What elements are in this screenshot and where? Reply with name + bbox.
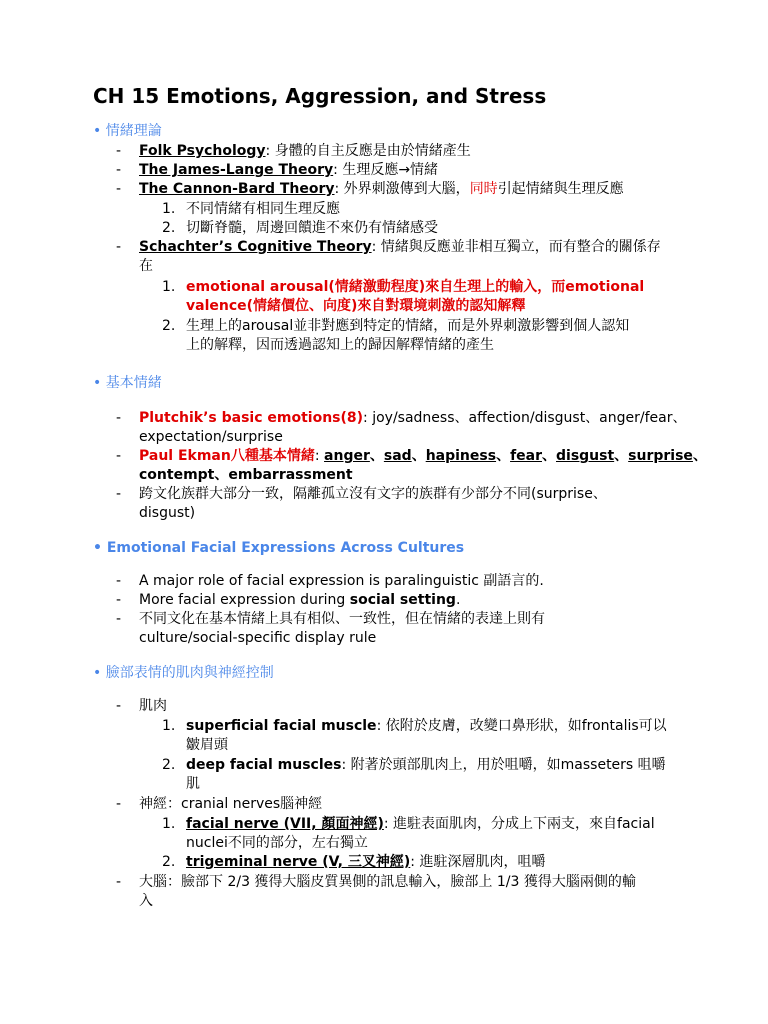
term-james-lange: The James-Lange Theory: [139, 162, 334, 178]
emotion-word: fear: [510, 448, 542, 464]
separator: 、: [692, 448, 707, 464]
desc-continued: 入: [139, 893, 153, 909]
sub-item-trigeminal: [186, 853, 545, 872]
highlight-text: 同時: [469, 181, 498, 197]
dash-marker: -: [116, 611, 122, 627]
section-heading-theories: [93, 122, 162, 141]
dash-marker: -: [116, 698, 122, 714]
desc-text: : joy/sadness、affection/disgust、anger/fear、: [363, 410, 687, 426]
dash-marker: -: [116, 410, 122, 426]
term-schachter: Schachter’s Cognitive Theory: [139, 239, 372, 255]
desc-text: 引起情緒與生理反應: [497, 181, 624, 197]
list-item-brain: 大腦：臉部下 2/3 獲得大腦皮質異側的訊息輸入，臉部上 1/3 獲得大腦兩側的輸: [139, 874, 636, 890]
item-number: 2.: [162, 757, 176, 773]
emotion-word: sad: [383, 448, 412, 464]
bullet: •: [93, 540, 102, 556]
sub-item-deep: [186, 756, 666, 775]
desc-continued: expectation/surprise: [139, 429, 283, 445]
item-number: 1.: [162, 816, 176, 832]
separator: 、: [542, 448, 556, 464]
emotion-word: disgust: [556, 448, 615, 464]
list-item-ekman: [139, 447, 707, 466]
term-trigeminal: trigeminal nerve (V, 三叉神經): [186, 854, 411, 870]
sub-item-arousal-cont: valence(情緒價位、向度)來自對環境刺激的認知解釋: [186, 298, 526, 314]
item-number: 1.: [162, 718, 176, 734]
dash-marker: -: [116, 162, 122, 178]
sub-item: 生理上的arousal並非對應到特定的情緒，而是外界刺激影響到個人認知: [186, 318, 630, 334]
list-item-cannon-bard: [139, 180, 624, 199]
list-item-muscle: 肌肉: [139, 698, 167, 714]
sub-item-arousal: emotional arousal(情緒激動程度)來自生理上的輸入，而emotional: [186, 279, 645, 295]
ekman-continued: contempt、embarrassment: [139, 467, 353, 483]
desc-continued: 皺眉頭: [186, 737, 228, 753]
list-item-plutchik: [139, 409, 687, 428]
item-number: 2.: [162, 318, 176, 334]
separator: 、: [411, 448, 426, 464]
desc-text: : 情緒與反應並非相互獨立，而有整合的關係存: [371, 239, 661, 255]
heading-text: 基本情緒: [105, 375, 162, 391]
heading-text: 臉部表情的肌肉與神經控制: [105, 665, 274, 681]
desc-text: : 依附於皮膚，改變口鼻形狀，如frontalis可以: [376, 718, 667, 734]
section-heading-basic-emotions: [93, 374, 162, 393]
desc-continued: culture/social-specific display rule: [139, 630, 377, 646]
bullet: •: [93, 665, 102, 681]
desc-continued: disgust): [139, 505, 196, 521]
list-item-cross-culture: 跨文化族群大部分一致，隔離孤立沒有文字的族群有少部分不同(surprise、: [139, 486, 607, 502]
emotion-word: hapiness: [425, 448, 497, 464]
list-item-paralinguistic: A major role of facial expression is paralinguistic 副語言的.: [139, 573, 544, 589]
dash-marker: -: [116, 448, 122, 464]
list-item-social-setting: [139, 591, 460, 610]
desc-continued: 肌: [186, 776, 200, 792]
desc-text: : 進駐表面肌肉，分成上下兩支，來自facial: [383, 816, 655, 832]
term-superficial: superficial facial muscle: [186, 718, 377, 734]
term-cannon-bard: The Cannon-Bard Theory: [139, 181, 335, 197]
desc-text: : 生理反應→情緒: [333, 162, 439, 178]
dash-marker: -: [116, 874, 122, 890]
dash-marker: -: [116, 181, 122, 197]
section-heading-muscle-nerve: [93, 664, 274, 683]
bullet: •: [93, 375, 102, 391]
desc-text: : 附著於頭部肌肉上，用於咀嚼，如masseters 咀嚼: [341, 757, 666, 773]
page-title: CH 15 Emotions, Aggression, and Stress: [93, 84, 547, 108]
item-number: 1.: [162, 201, 176, 217]
list-item-folk: [139, 142, 471, 161]
heading-text: Emotional Facial Expressions Across Cultures: [106, 540, 465, 556]
sub-item: 切斷脊髓，周邊回饋進不來仍有情緒感受: [186, 220, 438, 236]
desc-text: More facial expression during: [139, 592, 350, 608]
sub-item: 不同情緒有相同生理反應: [186, 201, 340, 217]
desc-text: : 身體的自主反應是由於情緒產生: [265, 143, 471, 159]
sub-item-cont: 上的解釋，因而透過認知上的歸因解釋情緒的產生: [186, 337, 494, 353]
separator: 、: [496, 448, 511, 464]
desc-continued: 在: [139, 258, 153, 274]
sub-item-facial-nerve: [186, 815, 655, 834]
term-plutchik: Plutchik’s basic emotions(8): [139, 410, 364, 426]
item-number: 1.: [162, 279, 176, 295]
list-item-nerve: 神經：cranial nerves腦神經: [139, 796, 323, 812]
term-deep: deep facial muscles: [186, 757, 342, 773]
term-ekman: Paul Ekman八種基本情緒: [139, 448, 315, 464]
term-folk-psychology: Folk Psychology: [139, 143, 266, 159]
desc-text: : 外界刺激傳到大腦，: [334, 181, 470, 197]
dash-marker: -: [116, 239, 122, 255]
emotion-word: anger: [324, 448, 370, 464]
item-number: 2.: [162, 220, 176, 236]
dash-marker: -: [116, 143, 122, 159]
sub-item-superficial: [186, 717, 667, 736]
item-number: 2.: [162, 854, 176, 870]
term-facial-nerve: facial nerve (VII, 顏面神經): [186, 816, 384, 832]
bullet: •: [93, 123, 102, 139]
desc-text: .: [455, 592, 461, 608]
desc-continued: nuclei不同的部分，左右獨立: [186, 835, 368, 851]
dash-marker: -: [116, 573, 122, 589]
list-item-james-lange: [139, 161, 438, 180]
bold-text: social setting: [349, 592, 456, 608]
list-item-schachter: [139, 238, 661, 257]
dash-marker: -: [116, 486, 122, 502]
desc-text: : 進駐深層肌肉，咀嚼: [410, 854, 546, 870]
emotion-word: surprise: [628, 448, 693, 464]
section-heading-facial-expressions: [93, 539, 464, 558]
separator: 、: [614, 448, 629, 464]
heading-text: 情緒理論: [105, 123, 162, 139]
dash-marker: -: [116, 592, 122, 608]
separator: :: [314, 448, 320, 464]
list-item-display-rule: 不同文化在基本情緒上具有相似、一致性，但在情緒的表達上則有: [139, 611, 545, 627]
separator: 、: [369, 448, 384, 464]
dash-marker: -: [116, 796, 122, 812]
